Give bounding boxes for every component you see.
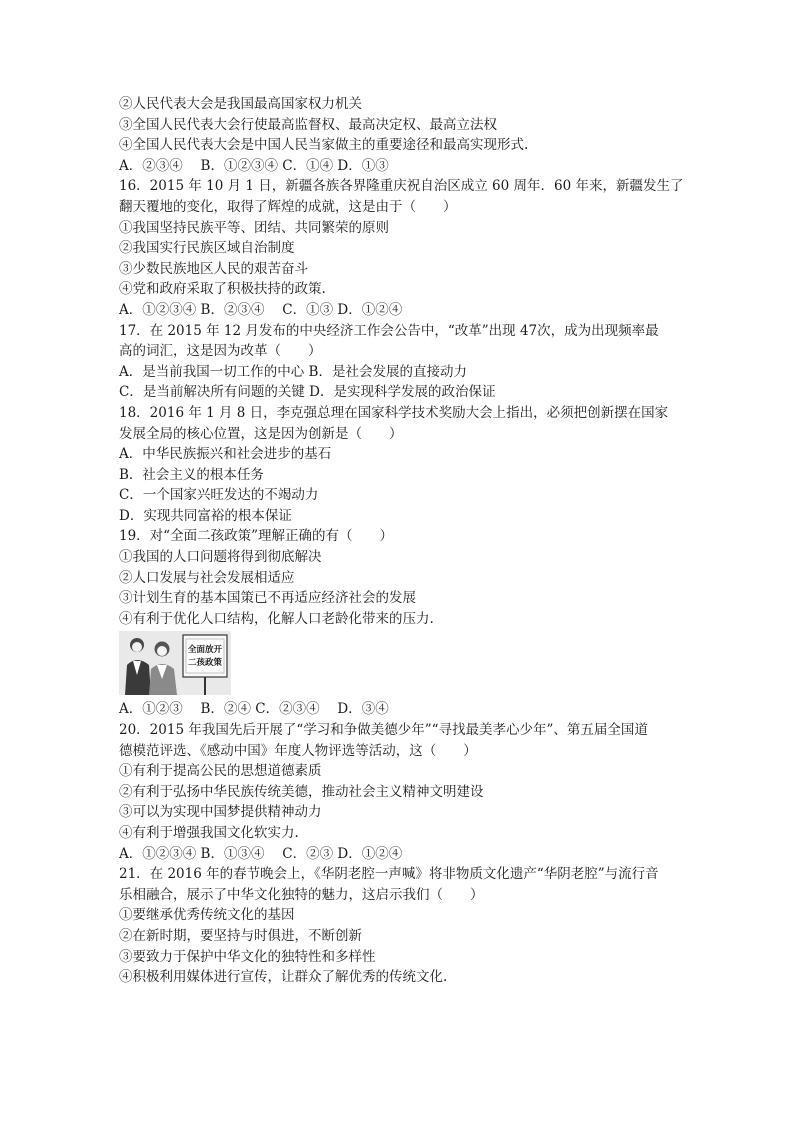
text-line: 德模范评选、《感动中国》年度人物评选等活动，这（ ）: [119, 742, 477, 759]
text-line: A．①②③④ B．①③④ C．②③ D．①②④: [119, 845, 403, 862]
text-line: 21．在 2016 年的春节晚会上，《华阴老腔一声喊》将非物质文化遗产“华阴老腔”与流行音: [119, 866, 659, 883]
text-line: ③要致力于保护中华文化的独特性和多样性: [119, 948, 376, 965]
text-line: ③计划生育的基本国策已不再适应经济社会的发展: [119, 590, 416, 607]
text-line: 高的词汇，这是因为改革（ ）: [119, 343, 322, 360]
text-line: 发展全局的核心位置，这是因为创新是（ ）: [119, 425, 403, 442]
document-body: [119, 94, 684, 988]
text-line: ②我国实行民族区域自治制度: [119, 240, 295, 257]
text-line: ③可以为实现中国梦提供精神动力: [119, 804, 322, 821]
text-line: 19．对“全面二孩政策”理解正确的有（ ）: [119, 528, 393, 545]
text-line: 翻天覆地的变化，取得了辉煌的成就，这是由于（ ）: [119, 198, 457, 215]
text-line: D．实现共同富裕的根本保证: [119, 507, 292, 524]
text-line: ①有利于提高公民的思想道德素质: [119, 763, 322, 780]
text-line: ①我国的人口问题将得到彻底解决: [119, 549, 322, 566]
text-block-bottom: [119, 699, 679, 987]
text-line: ④积极利用媒体进行宣传，让群众了解优秀的传统文化.: [119, 969, 448, 986]
text-line: B．社会主义的根本任务: [119, 466, 264, 483]
two-child-policy-illustration: [119, 631, 231, 695]
text-line: ②在新时期，要坚持与时俱进，不断创新: [119, 927, 362, 944]
text-block-top: [119, 94, 684, 629]
text-line: ②有利于弘扬中华民族传统美德，推动社会主义精神文明建设: [119, 783, 484, 800]
text-line: A．①②③ B．②④ C．②③④ D．③④: [119, 701, 389, 718]
text-line: 18．2016 年 1 月 8 日，李克强总理在国家科学技术奖励大会上指出，必须把创新摆在国家: [119, 404, 669, 421]
text-line: 16．2015 年 10 月 1 日，新疆各族各界隆重庆祝自治区成立 60 周年．60 年来，新疆发生了: [119, 178, 684, 195]
text-line: ④有利于增强我国文化软实力.: [119, 825, 299, 841]
text-line: ④党和政府采取了积极扶持的政策.: [119, 281, 326, 298]
text-line: ③少数民族地区人民的艰苦奋斗: [119, 260, 308, 277]
text-line: ②人口发展与社会发展相适应: [119, 569, 295, 586]
text-line: C．是当前解决所有问题的关键 D．是实现科学发展的政治保证: [119, 384, 496, 401]
text-line: 20．2015 年我国先后开展了“学习和争做美德少年”“寻找最美孝心少年”、第五届全国道: [119, 722, 648, 739]
sign-text-line1: 全面放开: [187, 645, 223, 656]
text-line: 乐相融合，展示了中华文化独特的魅力，这启示我们（ ）: [119, 886, 484, 903]
text-line: ②人民代表大会是我国最高国家权力机关: [119, 96, 362, 112]
text-line: A．是当前我国一切工作的中心 B．是社会发展的直接动力: [119, 363, 467, 380]
text-line: 17．在 2015 年 12 月发布的中央经济工作会公告中，“改革”出现 47次，成为出现频率最: [119, 322, 659, 339]
text-line: ④有利于优化人口结构，化解人口老龄化带来的压力.: [119, 610, 434, 627]
text-line: ④全国人民代表大会是中国人民当家做主的重要途径和最高实现形式.: [119, 137, 529, 154]
text-line: A．中华民族振兴和社会进步的基石: [119, 446, 332, 463]
text-line: ①我国坚持民族平等、团结、共同繁荣的原则: [119, 219, 389, 236]
text-line: ①要继承优秀传统文化的基因: [119, 907, 295, 924]
text-line: A．①②③④ B．②③④ C．①③ D．①②④: [119, 301, 403, 318]
text-line: A．②③④ B．①②③④ C．①④ D．①③: [119, 157, 389, 174]
sign-text-line2: 二孩政策: [187, 658, 223, 669]
text-line: ③全国人民代表大会行使最高监督权、最高决定权、最高立法权: [119, 116, 497, 133]
text-line: C．一个国家兴旺发达的不竭动力: [119, 487, 319, 504]
